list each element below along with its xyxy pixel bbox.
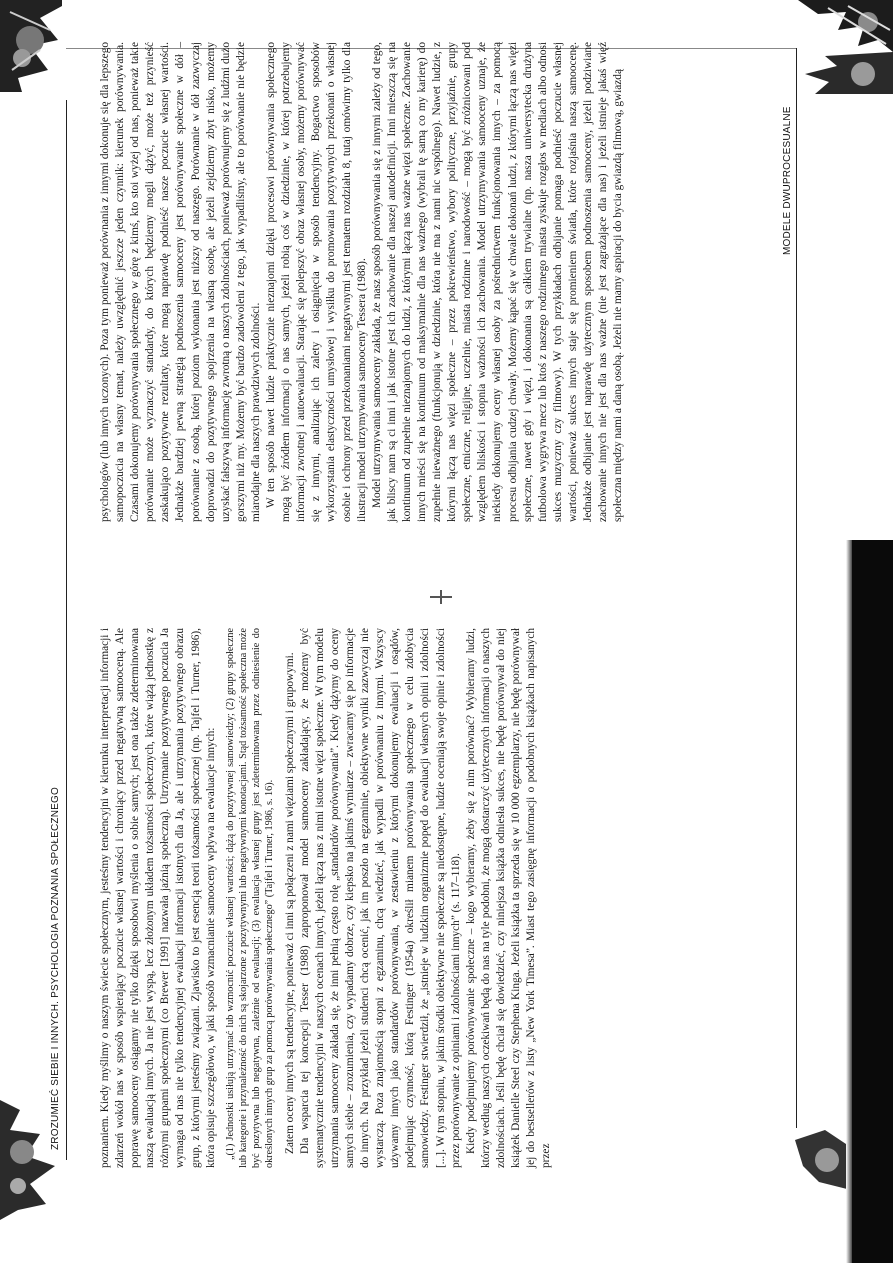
paragraph: W ten sposób nawet ludzie praktycznie nieznajomi dzięki procesowi porównywania społecznego mogą być źródłem informacji o nas samych, jeżeli robią coś w dziedzinie, w której potrzebujemy informacji zwrotnej i autoewaluacji. Starając się polepszyć obraz własnej osoby, możemy porównywać się z innymi, analizując ich zalety i osiągnięcia w sposób tendencyjny. Bogactwo sposobów wykorzystania elastyczności umysłowej i wysiłku do promowania pozytywnych przekonań o własnej osobie i ochrony przed przekonaniami negatywnymi jest tematem rozdziału 8, tutaj omówimy tylko dla ilustracji model utrzymywania samooceny Tessera (1988). [265, 42, 368, 522]
running-header-left: ZROZUMIEĆ SIEBIE I INNYCH. PSYCHOLOGIA POZNANIA SPOŁECZNEGO [50, 787, 61, 1150]
scan-corner-mid-right [785, 52, 893, 94]
scan-corner-top-left [0, 0, 62, 92]
paragraph: Dla wsparcia tej koncepcji Tesser (1988) zaproponował model samooceny zakładający, że możemy być systematycznie tendencyjni w naszych ocenach innych, jeżeli łączą nas z nimi istotne więzi społeczne. W tym modelu utrzymania samooceny zakłada się, że inni pełnią często rolę „standardów porównywania”. Kiedy dążymy do oceny samych siebie – zrozumienia, czy wypadamy dobrze, czy kiepsko na jakimś wymiarze – zwracamy się po informacje do innych. Na przykład jeżeli studenci chcą ocenić, jak im poszło na egzaminie, obiektywne wyniki zazwyczaj nie wystarczą. Poza znajomością stopni z egzaminu, chcą wiedzieć, jak wypadli w porównaniu z innymi. Wszyscy używamy innych jako standardów porównywania, w zestawieniu z którymi dokonujemy ewaluacji i osądów, podejmując czynność, którą Festinger (1954a) określił mianem porównywania społecznego w celu zdobycia samowiedzy. Festinger stwierdził, że „istnieje w ludzkim organizmie popęd do ewaluacji własnych opinii i zdolności [...]. W tym stopniu, w jakim środki obiektywne nie społeczne są niedostępne, ludzie oceniają swoje opinie i zdolności przez porównywanie z opiniami i zdolnościami innych” (s. 117–118). [298, 628, 462, 1168]
paragraph: poznaniem. Kiedy myślimy o naszym świecie społecznym, jesteśmy tendencyjni w kierunku interpretacji informacji i zdarzeń wokół nas w sposób wspierający poczucie własnej wartości i chroniący przed negatywną samooceną. Ale poprawę samooceny osiągamy nie tylko dzięki sposobowi myślenia o sobie samych; jest ona także zdeterminowana naszą ewaluacją innych. Ja nie jest wyspą, lecz złożonym układem tożsamości społecznych, które wiążą jednostkę z różnymi grupami społecznymi (co Brewer [1991] nazwała jaźnią społeczną). Utrzymanie pozytywnego poczucia Ja wymaga od nas nie tylko tendencyjnej ewaluacji informacji istotnych dla Ja, ale i utrzymania pozytywnego obrazu grup, z którymi jesteśmy związani. Zjawisko to jest esencją teorii tożsamości społecznej (np. Tajfel i Turner, 1986), która opisuje szczegółowo, w jaki sposób wzmacnianie samooceny wpływa na ewaluacje innych: [99, 628, 217, 1168]
left-page-text [98, 628, 553, 1168]
running-header-right: MODELE DWUPROCESUALNE [782, 106, 793, 255]
paragraph: Model utrzymywania samooceny zakłada, że nasz sposób porównywania się z innymi zależy od tego, jak bliscy nam są ci inni i jak istotne jest ich zachowanie dla naszej autodefinicji. Inni mieszczą się na kontinuum od zupełnie nieznajomych do ludzi, z którymi łączą nas ważne więzi społeczne. Zachowanie innych mieści się na kontinuum od maksymalnie dla nas ważnego (wybrali tę samą co my karierę) do zupełnie nieważnego (funkcjonują w dziedzinie, która nie ma z nami nic wspólnego). Nawet ludzie, z którymi łączą nas więzi społeczne – przez pokrewieństwo, wybory polityczne, przyjaźnie, grupy społeczne, etniczne, religijne, uczelnie, miasta rodzinne i narodowość – mogą być zróżnicowani pod względem bliskości i stopnia ważności ich zachowania. Model utrzymywania samooceny uznaje, że niekiedy dokonujemy oceny własnej osoby za pośrednictwem funkcjonowania innych – za pomocą procesu odbijania cudzej chwały. Możemy kąpać się w chwale dokonań ludzi, z którymi łączą nas więzi społeczne, nawet gdy i więzi, i dokonania są całkiem trywialne (np. nasza uniwersytecka drużyna futbolowa wygrywa mecz lub ktoś z naszego rodzinnego miasta zyskuje rozgłos w mediach albo odnosi sukces muzyczny czy filmowy). W tych przykładach odbijanie pomaga podnieść poczucie własnej wartości, ponieważ sukces innych staje się promieniem światła, które rozjaśnia naszą samoocenę. Jednakże odbijanie jest naprawdę użytecznym sposobem podnoszenia samooceny, jeżeli podziwiane zachowanie innych nie jest dla nas ważne (nie jest zagrażające dla nas) i jeżeli istnieje jakaś więź społeczna między nami a daną osobą. Jeżeli nie mamy aspiracji do bycia gwiazdą filmową, gwiazdą [370, 42, 625, 522]
paragraph: Kiedy podejmujemy porównywanie społeczne – kogo wybieramy, żeby się z nim porównać? Wybieramy ludzi, którzy według naszych oczekiwań będą do nas na tyle podobni, że mogą dostarczyć użytecznych informacji o naszych zdolnościach. Jeśli będę chciał się dowiedzieć, czy niniejsza książka odniesła sukces, nie będę porównywał do niej książek Danielle Steel czy Stephena Kinga. Jeżeli książka ta sprzeda się w 10 000 egzemplarzy, nie będę porównywał jej do bestsellerów z listy „New York Timesa”. Miast tego zasięgnę informacji o podobnych książkach napisanych przez [464, 628, 553, 1168]
left-header-rule [66, 100, 67, 1160]
paragraph: psychologów (lub innych uczonych). Poza tym ponieważ porównania z innymi dokonuje się dla lepszego samopoczucia na własny temat, należy uwzględnić jeszcze jeden czynnik: kierunek porównywania. Czasami dokonujemy porównywania społecznego w górę z kimś, kto stoi wyżej od nas, ponieważ takie porównanie może wyznaczyć standardy, do których będziemy mogli dążyć, może też przynieść zaskakująco pozytywne rezultaty, które mogą naprawdę podnieść nasze poczucie własnej wartości. Jednakże bardziej pewną strategią podnoszenia samooceny jest porównywanie społeczne w dół – porównanie z osobą, której poziom wykonania jest niższy od naszego. Porównanie w dół zazwyczaj doprowadzi do pozytywnego spojrzenia na własną osobę, ale jeżeli zejdziemy zbyt nisko, możemy uzyskać fałszywą informację zwrotną o naszych zdolnościach, ponieważ porównujemy się z ludźmi dużo gorszymi niż my. Możemy być bardzo zadowoleni z tego, jak wypadliśmy, ale to porównanie nie będzie miarodajne dla naszych prawdziwych zdolności. [99, 42, 262, 522]
book-binding-fade [846, 540, 852, 1263]
right-header-rule [796, 48, 797, 1128]
paragraph: Zatem oceny innych są tendencyjne, ponieważ ci inni są połączeni z nami więziami społecznymi i grupowymi. [283, 652, 296, 1154]
fold-mark-arrow [440, 590, 442, 604]
scan-corner-top-right [798, 0, 893, 52]
block-quote: „(1) Jednostki usiłują utrzymać lub wzmocnić poczucie własnej wartości; dążą do pozytywnej samowiedzy; (2) grupy społeczne lub kategorie i przynależność do nich są skojarzone z pozytywnymi lub negatywnymi konotacjami. Stąd tożsamość społeczna może być pozytywna lub negatywna, zależnie od ewaluacji; (3) ewaluacja własnej grupy jest zdeterminowana przez odniesienie do określonych innych grup za pomocą porównywania społecznego” (Tajfel i Turner, 1986, s. 16). [224, 628, 276, 1168]
book-binding-shadow [852, 540, 893, 1263]
scan-corner-bottom-left [0, 1100, 55, 1220]
right-page-text [98, 42, 778, 522]
